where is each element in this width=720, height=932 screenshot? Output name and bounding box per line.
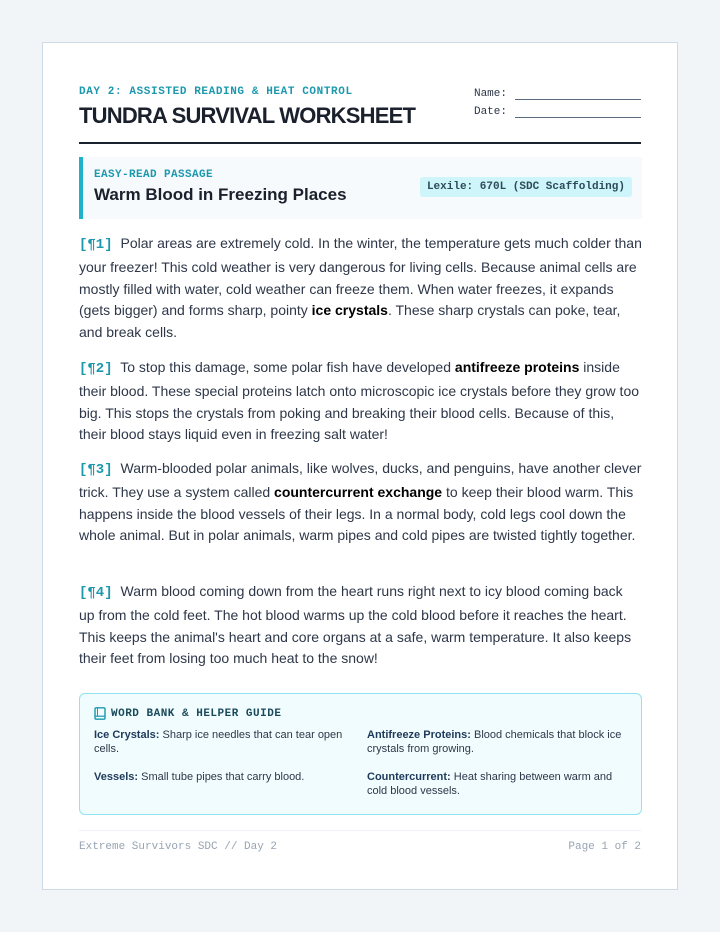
word-bank-term: Countercurrent:: [367, 771, 451, 783]
passage-title: Warm Blood in Freezing Places: [94, 185, 347, 204]
page-title: TUNDRA SURVIVAL WORKSHEET: [79, 103, 416, 128]
page-number: Page 1 of 2: [568, 841, 641, 853]
word-bank-term: Antifreeze Proteins:: [367, 729, 471, 741]
paragraph-text: Warm-blooded polar animals, like wolves, ducks, and penguins, have another clever trick. They use a system called: [79, 460, 642, 500]
paragraph-2: [79, 357, 642, 446]
date-blank-line[interactable]: [515, 109, 641, 118]
date-label: Date:: [473, 106, 507, 118]
paragraph-number: [¶1]: [79, 237, 113, 253]
word-bank-item: [367, 728, 629, 756]
paragraph-number: [¶3]: [79, 462, 113, 478]
passage-label: EASY-READ PASSAGE: [94, 169, 214, 181]
word-bank-title: WORD BANK & HELPER GUIDE: [111, 707, 282, 720]
lexile-badge: Lexile: 670L (SDC Scaffolding): [420, 177, 632, 197]
word-bank-header: [94, 707, 281, 720]
word-bank: [79, 693, 642, 815]
paragraph-text: Warm blood coming down from the heart runs right next to icy blood coming back up from the cold feet. The hot blood warms up the cold blood before it reaches the heart. This keeps the animal's heart and core organs at a safe, warm temperature. It also keeps their feet from losing too much heat to the snow!: [79, 583, 632, 667]
word-bank-term: Vessels:: [94, 771, 139, 783]
word-bank-item: [94, 728, 356, 756]
page-footer: [79, 830, 641, 853]
date-field[interactable]: [474, 106, 641, 118]
worksheet-header: [79, 83, 641, 144]
paragraph-text: Polar areas are extremely cold. In the winter, the temperature gets much colder than your freezer! This cold weather is very dangerous for living cells. Because animal cells are mostly filled with water, cold weather can freeze them. When water freezes, it expands (gets bigger) and forms sharp, pointy: [79, 235, 642, 319]
worksheet-page: [42, 42, 678, 890]
passage-header-box: [79, 157, 642, 219]
footer-left: Extreme Survivors SDC // Day 2: [79, 841, 278, 853]
paragraph-text: To stop this damage, some polar fish have developed: [120, 359, 455, 375]
name-field[interactable]: [474, 88, 641, 100]
paragraph-3: [79, 458, 642, 547]
word-bank-definition: Heat sharing between warm and cold blood vessels.: [367, 771, 613, 797]
paragraph-4: [79, 581, 642, 670]
name-blank-line[interactable]: [515, 91, 641, 100]
paragraph-text: . These sharp crystals can poke, tear, and break cells.: [79, 302, 621, 341]
book-icon: [94, 707, 106, 720]
word-bank-definition: Sharp ice needles that can tear open cells.: [94, 729, 343, 755]
word-bank-item: [94, 770, 356, 784]
key-term: antifreeze proteins: [454, 359, 580, 375]
word-bank-item: [367, 770, 629, 798]
name-label: Name:: [473, 88, 507, 100]
word-bank-term: Ice Crystals:: [94, 729, 160, 741]
paragraph-number: [¶2]: [79, 361, 113, 377]
paragraph-number: [¶4]: [79, 585, 113, 601]
key-term: countercurrent exchange: [274, 483, 443, 500]
paragraph-text: to keep their blood warm. This happens inside the blood vessels of their legs. In a normal body, cold legs cool down the whole animal. But in polar animals, warm pipes and cold pipes are twisted tightly together.: [79, 483, 636, 544]
key-term: ice crystals: [311, 302, 388, 319]
word-bank-definition: Small tube pipes that carry blood.: [138, 771, 305, 783]
header-kicker: DAY 2: ASSISTED READING & HEAT CONTROL: [79, 86, 353, 98]
paragraph-1: [79, 233, 642, 344]
paragraph-text: inside their blood. These special proteins latch onto microscopic ice crystals before they grow too big. This stops the crystals from poking and breaking their blood cells. Because of this, their blood stays liquid even in freezing salt water!: [79, 359, 640, 443]
word-bank-definition: Blood chemicals that block ice crystals from growing.: [367, 729, 622, 755]
